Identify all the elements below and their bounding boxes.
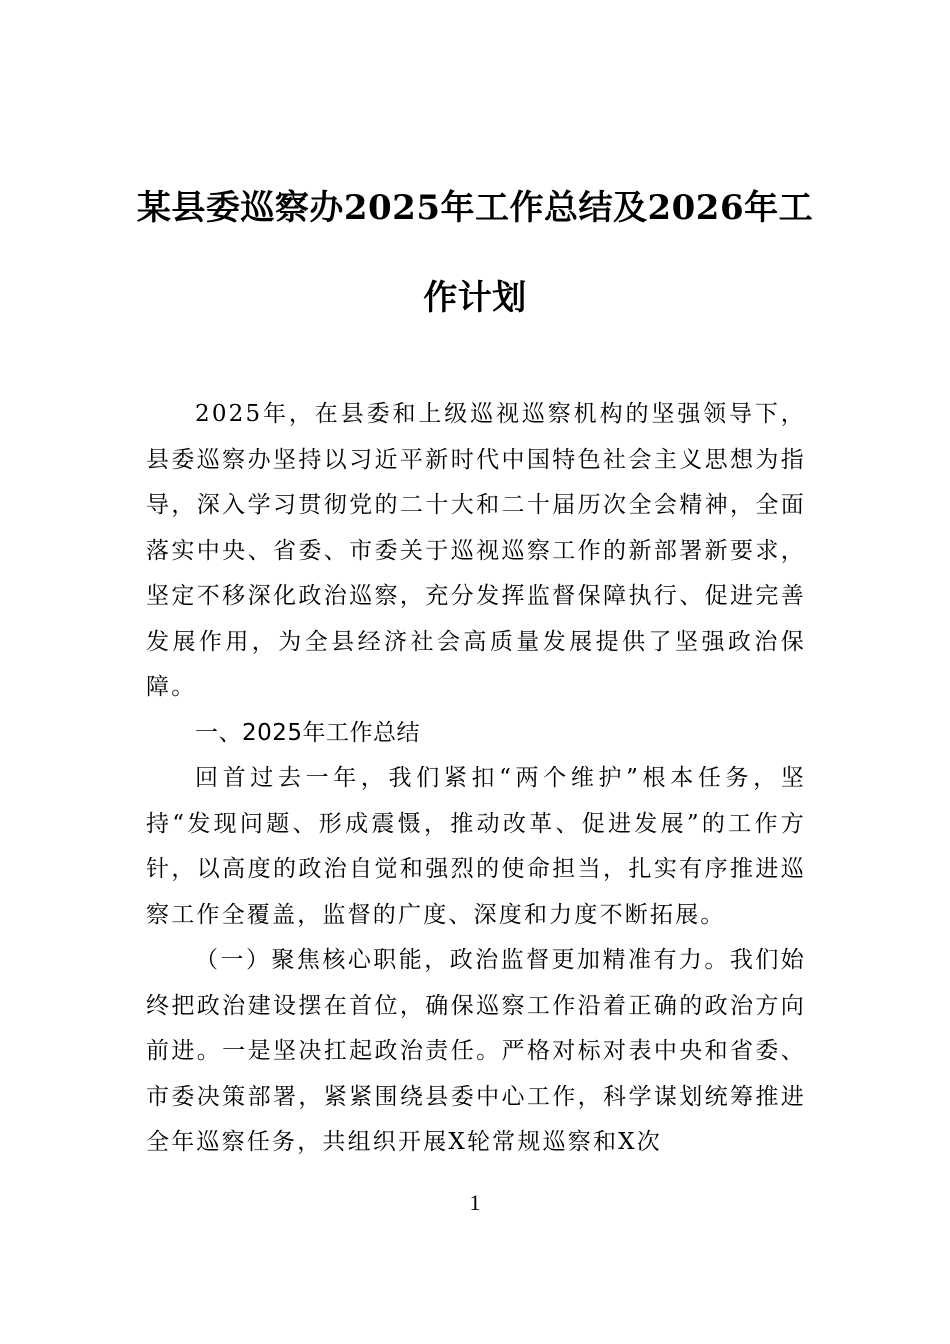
- document-title: 某县委巡察办2025年工作总结及2026年工作计划: [136, 188, 814, 318]
- subsection-body: 我们始终把政治建设摆在首位，确保巡察工作沿着正确的政治方向前进。一是坚决扛起政治责任。严格对标对表中央和省委、市委决策部署，紧紧围绕县委中心工作，科学谋划统筹推进全年巡察任务，共组织开展X轮常规巡察和X次: [146, 947, 806, 1155]
- document-body: [146, 392, 806, 1166]
- subsection-paragraph: [146, 938, 806, 1166]
- page-number: 1: [469, 1190, 481, 1215]
- section-heading-summary: 一、2025年工作总结: [195, 719, 421, 746]
- intro-paragraph: 2025年，在县委和上级巡视巡察机构的坚强领导下，县委巡察办坚持以习近平新时代中国特色社会主义思想为指导，深入学习贯彻党的二十大和二十届历次全会精神，全面落实中央、省委、市委关于巡视巡察工作的新部署新要求，坚定不移深化政治巡察，充分发挥监督保障执行、促进完善发展作用，为全县经济社会高质量发展提供了坚强政治保障。: [146, 401, 806, 700]
- summary-paragraph: 回首过去一年，我们紧扣“两个维护”根本任务，坚持“发现问题、形成震慑，推动改革、促进发展”的工作方针，以高度的政治自觉和强烈的使命担当，扎实有序推进巡察工作全覆盖，监督的广度、深度和力度不断拓展。: [146, 765, 806, 928]
- subsection-heading-political-supervision: （一）聚焦核心职能，政治监督更加精准有力。: [195, 947, 730, 973]
